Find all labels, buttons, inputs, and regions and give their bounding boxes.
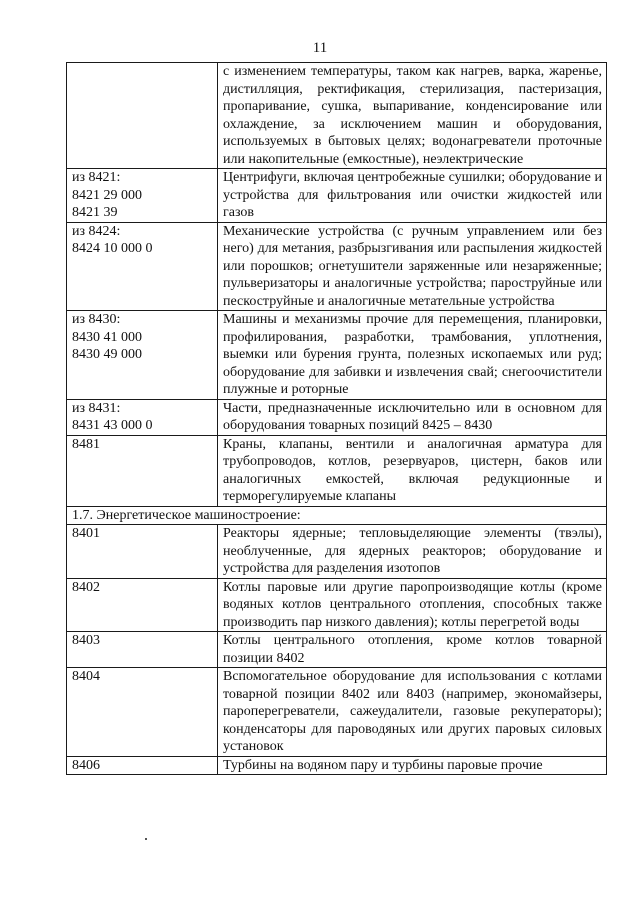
code-cell: из 8424: 8424 10 000 0: [67, 222, 218, 311]
table-row: [67, 399, 607, 435]
table-row: [67, 311, 607, 400]
code-cell: из 8430: 8430 41 000 8430 49 000: [67, 311, 218, 400]
table-row: [67, 632, 607, 668]
table-row: [67, 169, 607, 223]
section-heading: 1.7. Энергетическое машиностроение:: [67, 506, 607, 525]
code-cell: из 8431: 8431 43 000 0: [67, 399, 218, 435]
stray-mark: [145, 838, 147, 840]
code-cell: 8403: [67, 632, 218, 668]
page-number: 11: [312, 40, 328, 56]
code-cell: 8402: [67, 578, 218, 632]
description-cell: Котлы центрального отопления, кроме котлов товарной позиции 8402: [218, 632, 607, 668]
table-row: [67, 435, 607, 506]
code-cell: 8404: [67, 668, 218, 757]
code-cell: 8401: [67, 525, 218, 579]
table-row: [67, 63, 607, 169]
code-cell: [67, 63, 218, 169]
description-cell: Механические устройства (с ручным управлением или без него) для метания, разбрызгивания или распыления жидкостей или порошков; огнетушители заряженные или незаряженные; пульверизаторы и аналогичные устройства; пароструйные или пескоструйные и аналогичные метательные устройства: [218, 222, 607, 311]
section-row: [67, 506, 607, 525]
table-row: [67, 668, 607, 757]
table-row: [67, 525, 607, 579]
description-cell: Котлы паровые или другие паропроизводящие котлы (кроме водяных котлов центрального отопления, способных также производить пар низкого давления); котлы перегретой воды: [218, 578, 607, 632]
description-cell: Центрифуги, включая центробежные сушилки; оборудование и устройства для фильтрования или очистки жидкостей или газов: [218, 169, 607, 223]
goods-classification-table: [66, 62, 607, 775]
description-cell: Реакторы ядерные; тепловыделяющие элементы (твэлы), необлученные, для ядерных реакторов; оборудование и устройства для разделения изотопов: [218, 525, 607, 579]
table-row: [67, 222, 607, 311]
description-cell: Турбины на водяном пару и турбины паровые прочие: [218, 756, 607, 775]
code-cell: 8406: [67, 756, 218, 775]
description-cell: Части, предназначенные исключительно или в основном для оборудования товарных позиций 8425 – 8430: [218, 399, 607, 435]
code-cell: 8481: [67, 435, 218, 506]
description-cell: Машины и механизмы прочие для перемещения, планировки, профилирования, разработки, трамбования, уплотнения, выемки или бурения грунта, полезных ископаемых или руд; оборудование для забивки и извлечения свай; снегоочистители плужные и роторные: [218, 311, 607, 400]
description-cell: с изменением температуры, таком как нагрев, варка, жаренье, дистилляция, ректификация, стерилизация, пастеризация, пропаривание, сушка, выпаривание, конденсирование или охлаждение, за исключением машин и оборудования, используемых в бытовых целях; водонагреватели проточные или накопительные (емкостные), неэлектрические: [218, 63, 607, 169]
code-cell: из 8421: 8421 29 000 8421 39: [67, 169, 218, 223]
description-cell: Вспомогательное оборудование для использования с котлами товарной позиции 8402 или 8403 (например, экономайзеры, пароперегреватели, сажеудалители, газовые рекуператоры); конденсаторы для пароводяных или других паровых силовых установок: [218, 668, 607, 757]
description-cell: Краны, клапаны, вентили и аналогичная арматура для трубопроводов, котлов, резервуаров, цистерн, баков или аналогичных емкостей, включая редукционные и терморегулируемые клапаны: [218, 435, 607, 506]
table-row: [67, 578, 607, 632]
table-row: [67, 756, 607, 775]
